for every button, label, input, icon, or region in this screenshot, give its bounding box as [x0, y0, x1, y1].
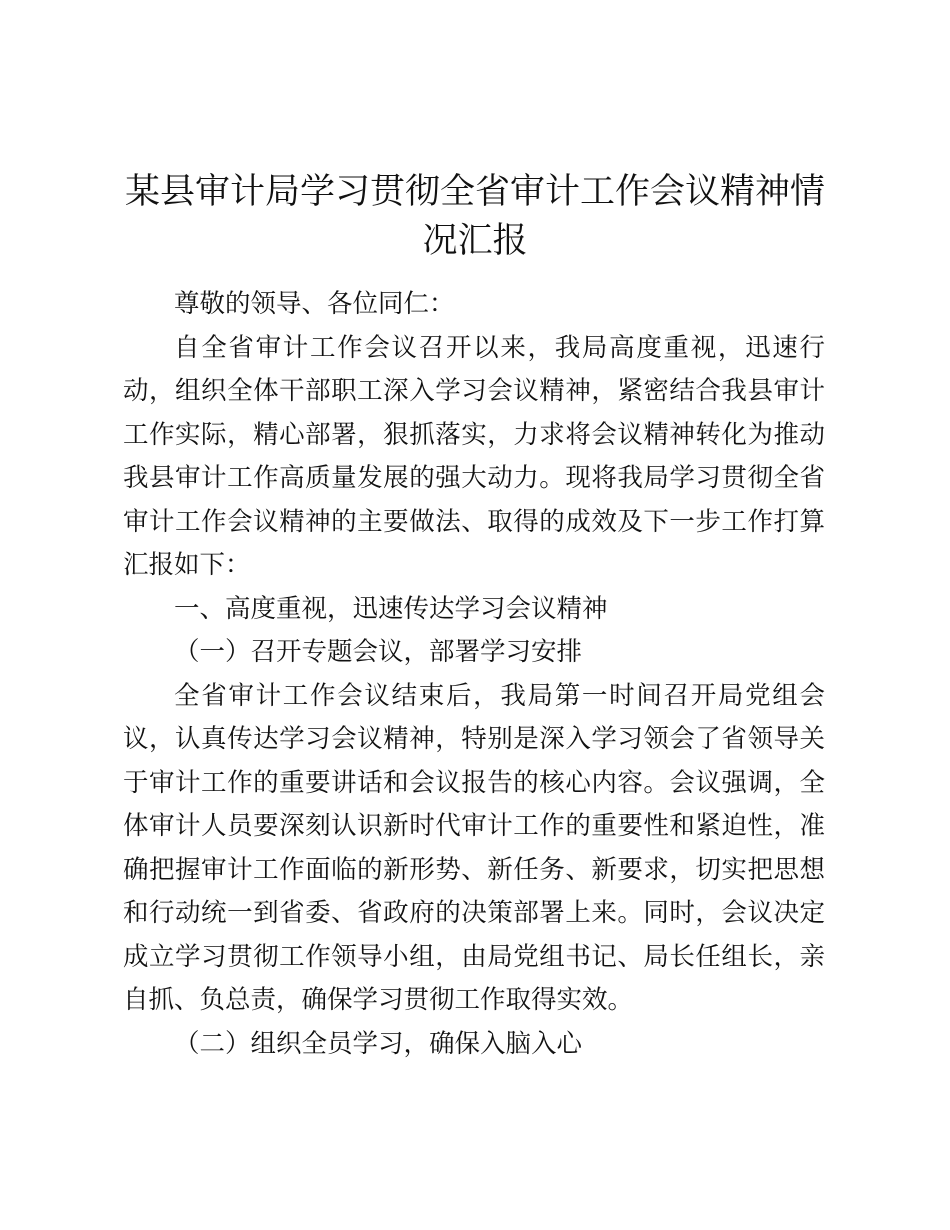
subsection-heading-1: （一）召开专题会议，部署学习安排 — [174, 637, 583, 667]
intro-paragraph: 自全省审计工作会议召开以来，我局高度重视，迅速行动，组织全体干部职工深入学习会议精神，紧密结合我县审计工作实际，精心部署，狠抓落实，力求将会议精神转化为推动我县审计工作高质量发展的强大动力。现将我局学习贯彻全省审计工作会议精神的主要做法、取得的成效及下一步工作打算汇报如下： — [123, 332, 825, 580]
document-title: 某县审计局学习贯彻全省审计工作会议精神情况汇报 — [124, 172, 825, 261]
salutation: 尊敬的领导、各位同仁： — [174, 289, 455, 319]
subsection-paragraph-1: 全省审计工作会议结束后，我局第一时间召开局党组会议，认真传达学习会议精神，特别是深入学习领会了省领导关于审计工作的重要讲话和会议报告的核心内容。会议强调，全体审计人员要深刻认识新时代审计工作的重要性和紧迫性，准确把握审计工作面临的新形势、新任务、新要求，切实把思想和行动统一到省委、省政府的决策部署上来。同时，会议决定成立学习贯彻工作领导小组，由局党组书记、局长任组长，亲自抓、负总责，确保学习贯彻工作取得实效。 — [123, 680, 825, 1015]
subsection-heading-2: （二）组织全员学习，确保入脑入心 — [174, 1028, 583, 1059]
section-heading-1: 一、高度重视，迅速传达学习会议精神 — [174, 593, 608, 624]
document-body — [123, 283, 825, 1066]
